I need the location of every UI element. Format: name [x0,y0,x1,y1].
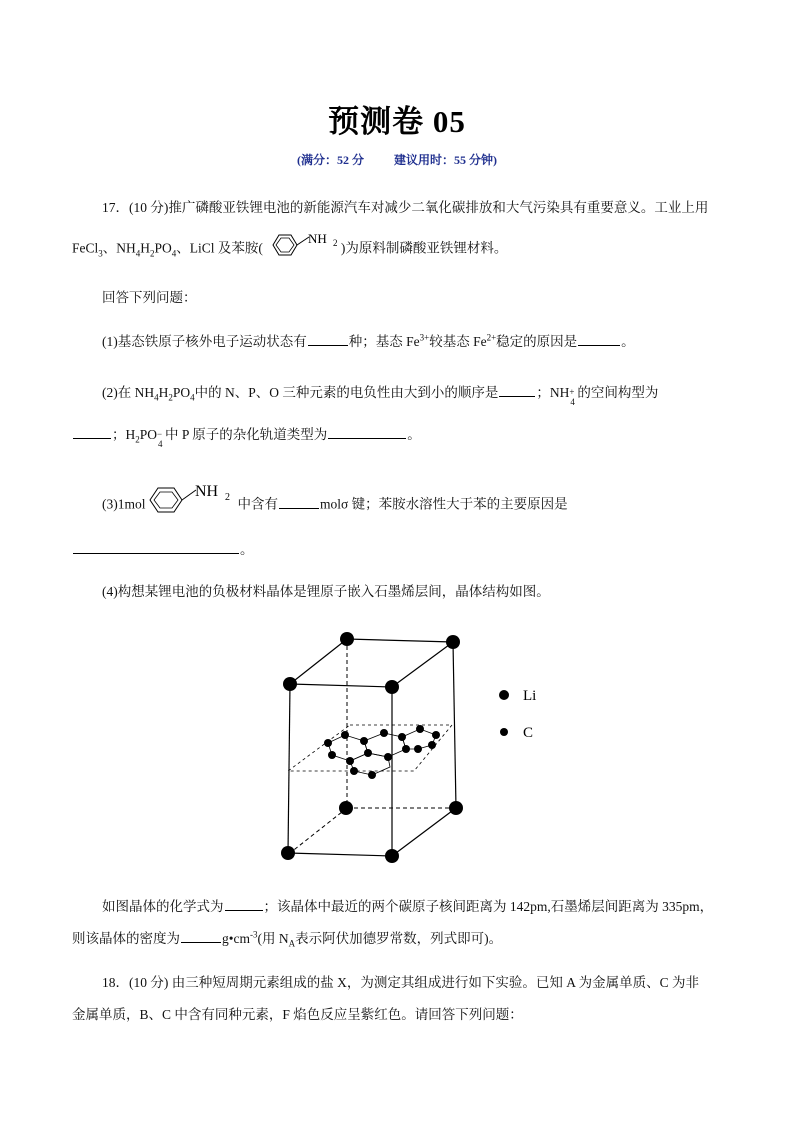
q17-prompt: 回答下列问题： [102,290,197,305]
answer-blank[interactable] [279,495,319,509]
answer-blank[interactable] [578,332,620,346]
answer-blank[interactable] [308,332,348,346]
q17-intro-line1: 17．(10 分)推广磷酸亚铁锂电池的新能源汽车对减少二氧化碳排放和大气污染具有重要意义。工业上用 [102,200,709,215]
aniline-structure-icon [146,482,238,529]
q17-part4: (4)构想某锂电池的负极材料晶体是锂原子嵌入石墨烯层间，晶体结构如图。 [102,584,550,599]
answer-blank[interactable] [328,425,406,439]
answer-blank[interactable] [73,425,111,439]
svg-text:NH: NH [194,483,218,500]
answer-blank[interactable] [181,929,221,943]
legend-c-label: C [523,725,534,741]
q17-part3-line2: 。 [72,540,254,559]
q17-part1: (1)基态铁原子核外电子运动状态有 种；基态 $Fe^{3+}$较基态 $Fe^{2+}$稳定的原因是 。 [102,332,635,349]
q17-part4-question-line2: 则该晶体的密度为 $g•cm^{-3}$(用 $N_A$表示阿伏加德罗常数，列式即可)。 [72,929,503,949]
svg-text:NH: NH [307,231,327,246]
q17-part3-line1: (3)1mol NH 2 中含有 molσ 键；苯胺水溶性大于苯的主要原因是 [102,482,568,529]
page-title: 预测卷 05 [328,104,466,139]
svg-text:2: 2 [332,238,338,248]
q17-part2-line1: (2)在 $NH_4H_2PO_4$中的 N、P、O 三种元素的电负性由大到小的顺序是 ；NH + 4 的空间构型为 [102,385,659,407]
q17-part4-question-line1: 如图晶体的化学式为 ；该晶体中最近的两个碳原子核间距离为 142pm,石墨烯层间距离为 335pm， [102,899,714,914]
q17-part2-line2: ；$H_2PO$ − 4 中 P 原子的杂化轨道类型为 。 [72,425,421,444]
aniline-structure-icon [263,231,341,268]
svg-text:2: 2 [224,492,230,503]
q18-line2: 金属单质，B、C 中含有同种元素，F 焰色反应呈紫红色。请回答下列问题： [72,1007,523,1022]
legend-li-label: Li [523,688,537,704]
answer-blank[interactable] [73,540,239,554]
answer-blank[interactable] [499,383,535,397]
q17-intro-line2: FeCl$_3$、$NH_4H_2PO_4$、LiCl 及苯胺( NH 2 )为原料制磷酸亚铁锂材料。 [72,231,507,268]
page-subtitle: (满分：52 分 建议用时：55 分钟) [297,153,497,167]
crystal-structure-figure [270,625,550,865]
answer-blank[interactable] [225,897,263,911]
q18-line1: 18．(10 分) 由三种短周期元素组成的盐 X，为测定其组成进行如下实验。已知 A 为金属单质、C 为非 [102,975,699,990]
